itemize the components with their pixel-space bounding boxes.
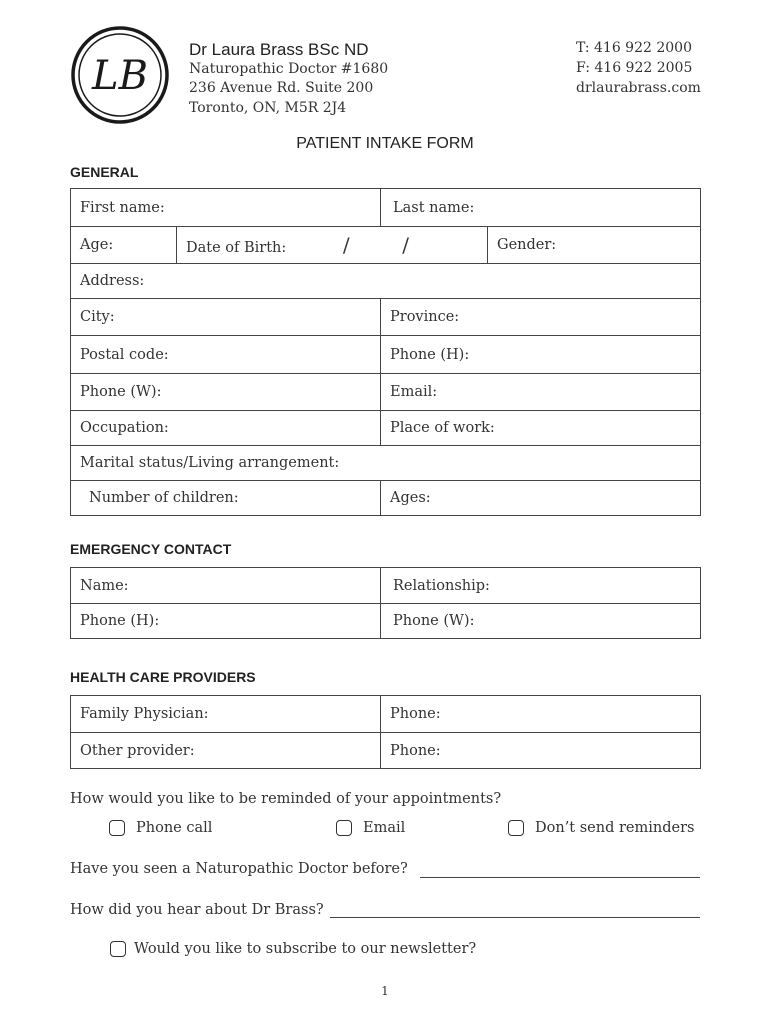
newsletter-checkbox[interactable] <box>110 941 126 957</box>
city-field[interactable]: City: <box>71 299 381 336</box>
general-table <box>70 188 701 516</box>
emergency-phone-work-field[interactable]: Phone (W): <box>381 604 701 639</box>
email-option-label: Email <box>363 820 406 836</box>
age-field[interactable]: Age: <box>71 227 177 264</box>
email-field[interactable]: Email: <box>381 374 701 411</box>
family-physician-field[interactable]: Family Physician: <box>71 696 381 733</box>
dob-field[interactable] <box>177 227 488 264</box>
providers-table <box>70 695 701 769</box>
number-of-children-field[interactable]: Number of children: <box>71 481 381 516</box>
place-of-work-field[interactable]: Place of work: <box>381 411 701 446</box>
heard-about-question: How did you hear about Dr Brass? <box>70 902 324 918</box>
fax-number: F: 416 922 2005 <box>576 60 693 76</box>
dob-separator-2: / <box>402 233 409 257</box>
other-provider-field[interactable]: Other provider: <box>71 733 381 769</box>
other-provider-phone-field[interactable]: Phone: <box>381 733 701 769</box>
doctor-name: Dr Laura Brass BSc ND <box>189 40 369 59</box>
section-emergency-heading: EMERGENCY CONTACT <box>70 541 232 557</box>
postal-code-field[interactable]: Postal code: <box>71 336 381 374</box>
section-general-heading: GENERAL <box>70 164 139 180</box>
page-number: 1 <box>381 984 389 998</box>
phone-call-label: Phone call <box>136 820 213 836</box>
newsletter-option[interactable] <box>110 941 476 957</box>
dob-label: Date of Birth: <box>186 240 287 256</box>
phone-call-checkbox[interactable] <box>109 820 125 836</box>
reminder-option-phone[interactable] <box>109 820 212 836</box>
address-line-1: Naturopathic Doctor #1680 <box>189 61 389 77</box>
emergency-table <box>70 567 701 639</box>
lb-logo <box>70 25 170 125</box>
address-line-2: 236 Avenue Rd. Suite 200 <box>189 80 374 96</box>
dob-separator-1: / <box>342 233 350 257</box>
children-ages-field[interactable]: Ages: <box>381 481 701 516</box>
logo-monogram: LB <box>92 53 148 99</box>
family-physician-phone-field[interactable]: Phone: <box>381 696 701 733</box>
seen-nd-answer-line[interactable] <box>420 877 700 878</box>
phone-number: T: 416 922 2000 <box>576 40 692 56</box>
newsletter-label: Would you like to subscribe to our newsletter? <box>134 941 477 957</box>
section-providers-heading: HEALTH CARE PROVIDERS <box>70 669 256 685</box>
emergency-phone-home-field[interactable]: Phone (H): <box>71 604 381 639</box>
gender-field[interactable]: Gender: <box>488 227 701 264</box>
address-line-3: Toronto, ON, M5R 2J4 <box>189 100 347 116</box>
first-name-field[interactable]: First name: <box>71 189 381 227</box>
reminder-option-none[interactable] <box>508 820 694 836</box>
last-name-field[interactable]: Last name: <box>381 189 701 227</box>
heard-about-answer-line[interactable] <box>330 917 700 918</box>
email-checkbox[interactable] <box>336 820 352 836</box>
marital-status-field[interactable]: Marital status/Living arrangement: <box>71 446 701 481</box>
emergency-relationship-field[interactable]: Relationship: <box>381 568 701 604</box>
reminder-question: How would you like to be reminded of your appointments? <box>70 791 502 807</box>
phone-home-field[interactable]: Phone (H): <box>381 336 701 374</box>
province-field[interactable]: Province: <box>381 299 701 336</box>
form-title: PATIENT INTAKE FORM <box>296 135 474 152</box>
no-reminders-label: Don’t send reminders <box>535 820 695 836</box>
reminder-option-email[interactable] <box>336 820 405 836</box>
emergency-name-field[interactable]: Name: <box>71 568 381 604</box>
address-field[interactable]: Address: <box>71 264 701 299</box>
no-reminders-checkbox[interactable] <box>508 820 524 836</box>
occupation-field[interactable]: Occupation: <box>71 411 381 446</box>
website[interactable]: drlaurabrass.com <box>576 80 701 96</box>
seen-nd-question: Have you seen a Naturopathic Doctor before? <box>70 861 408 877</box>
phone-work-field[interactable]: Phone (W): <box>71 374 381 411</box>
